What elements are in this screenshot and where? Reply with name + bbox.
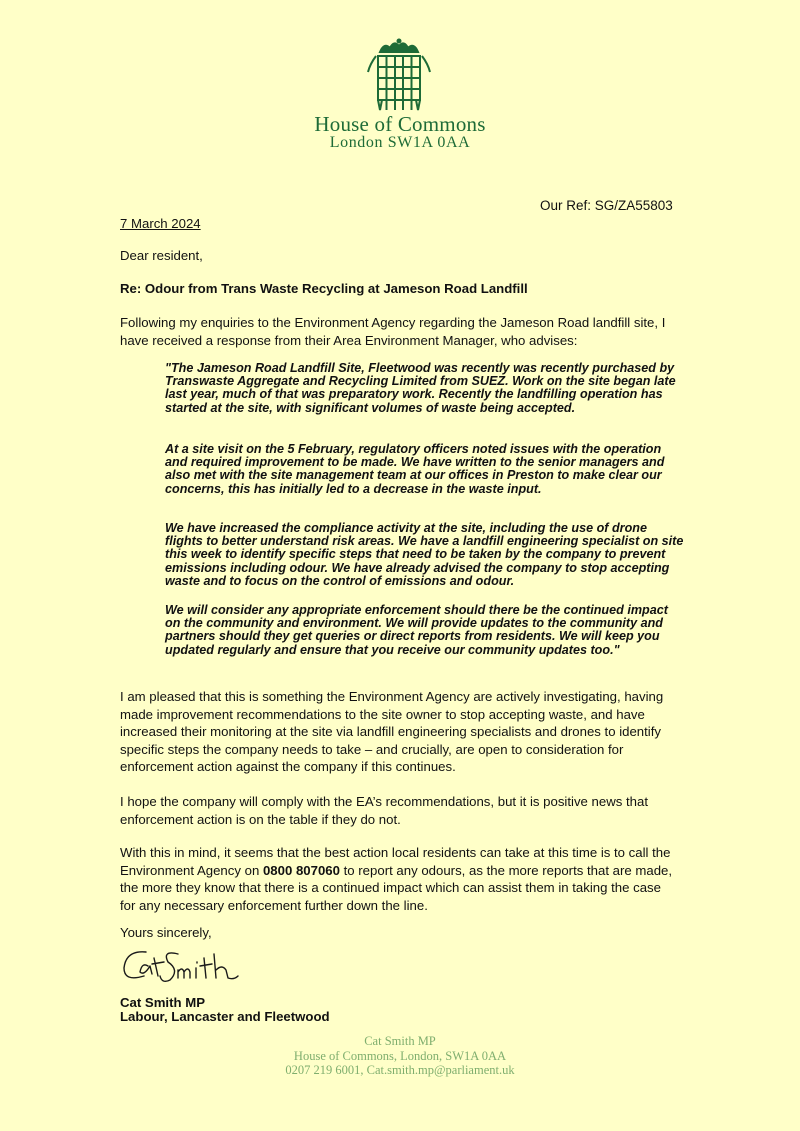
signature: [118, 940, 268, 988]
footer-line-2: House of Commons, London, SW1A 0AA: [293, 1048, 507, 1063]
body-paragraph-2: I hope the company will comply with the EA’s recommendations, but it is positive news that enforcement action is on the table if they do not.: [120, 794, 648, 827]
letterhead-address: London SW1A 0AA: [329, 134, 471, 151]
paragraph-3-after: to report any odours, as the more reports that are made, the more they know that there is a continued impact which can assist them in taking the case for any necessary enforcement further down the line.: [120, 862, 673, 913]
greeting: Dear resident,: [120, 248, 203, 263]
footer-line-1: Cat Smith MP: [364, 1034, 436, 1048]
reference: Our Ref: SG/ZA55803: [540, 198, 673, 213]
signer-title: Labour, Lancaster and Fleetwood: [120, 1009, 330, 1024]
quote-paragraph-2: At a site visit on the 5 February, regulatory officers noted issues with the operation and required improvement to be made. We have written to the senior managers and also met with the site management team at our offices in Preston to make clear our concerns, this has initially led to a decrease in the waste input.: [165, 442, 665, 496]
footer: [0, 1034, 800, 1078]
letter-date: 7 March 2024: [120, 216, 201, 231]
quote-paragraph-3: We have increased the compliance activity at the site, including the use of drone flights to better understand risk areas. We have a landfill engineering specialist on site this week to identify specific steps that need to be taken by the company to prevent emissions including odour. We have already advised the company to stop accepting waste and to focus on the control of emissions and odour.: [165, 521, 684, 588]
portcullis-icon: [366, 38, 432, 112]
signer-name: Cat Smith MP: [120, 995, 205, 1010]
footer-line-3: 0207 219 6001, Cat.smith.mp@parliament.uk: [285, 1063, 515, 1077]
letterhead-name: House of Commons: [314, 112, 486, 136]
intro-paragraph: Following my enquiries to the Environment Agency regarding the Jameson Road landfill site, I have received a response from their Area Environment Manager, who advises:: [120, 315, 666, 348]
body-paragraph-3: [120, 844, 680, 914]
subject-line: Re: Odour from Trans Waste Recycling at Jameson Road Landfill: [120, 281, 528, 296]
closing: Yours sincerely,: [120, 925, 212, 940]
quote-paragraph-4: We will consider any appropriate enforcement should there be the continued impact on the community and environment. We will provide updates to the community and partners should they get queries or direct reports from residents. We will keep you updated regularly and ensure that you receive our community updates too.": [165, 603, 668, 657]
body-paragraph-1: I am pleased that this is something the Environment Agency are actively investigating, having made improvement recommendations to the site owner to stop accepting waste, and have increased their monitoring at the site via landfill engineering specialists and drones to identify specific steps the company needs to take – and crucially, are open to consideration for enforcement action against the company if this continues.: [120, 689, 664, 775]
phone-number: 0800 807060: [262, 862, 340, 878]
paragraph-3-before: With this in mind, it seems that the best action local residents can take at this time is to call the Environment Agency on: [120, 845, 671, 878]
quote-paragraph-1: "The Jameson Road Landfill Site, Fleetwood was recently was recently purchased by Transwaste Aggregate and Recycling Limited from SUEZ. Work on the site began late last year, much of that was preparatory work. Recently the landfilling operation has started at the site, with significant volumes of waste being accepted.: [165, 361, 676, 415]
signer-block: [120, 996, 680, 1024]
